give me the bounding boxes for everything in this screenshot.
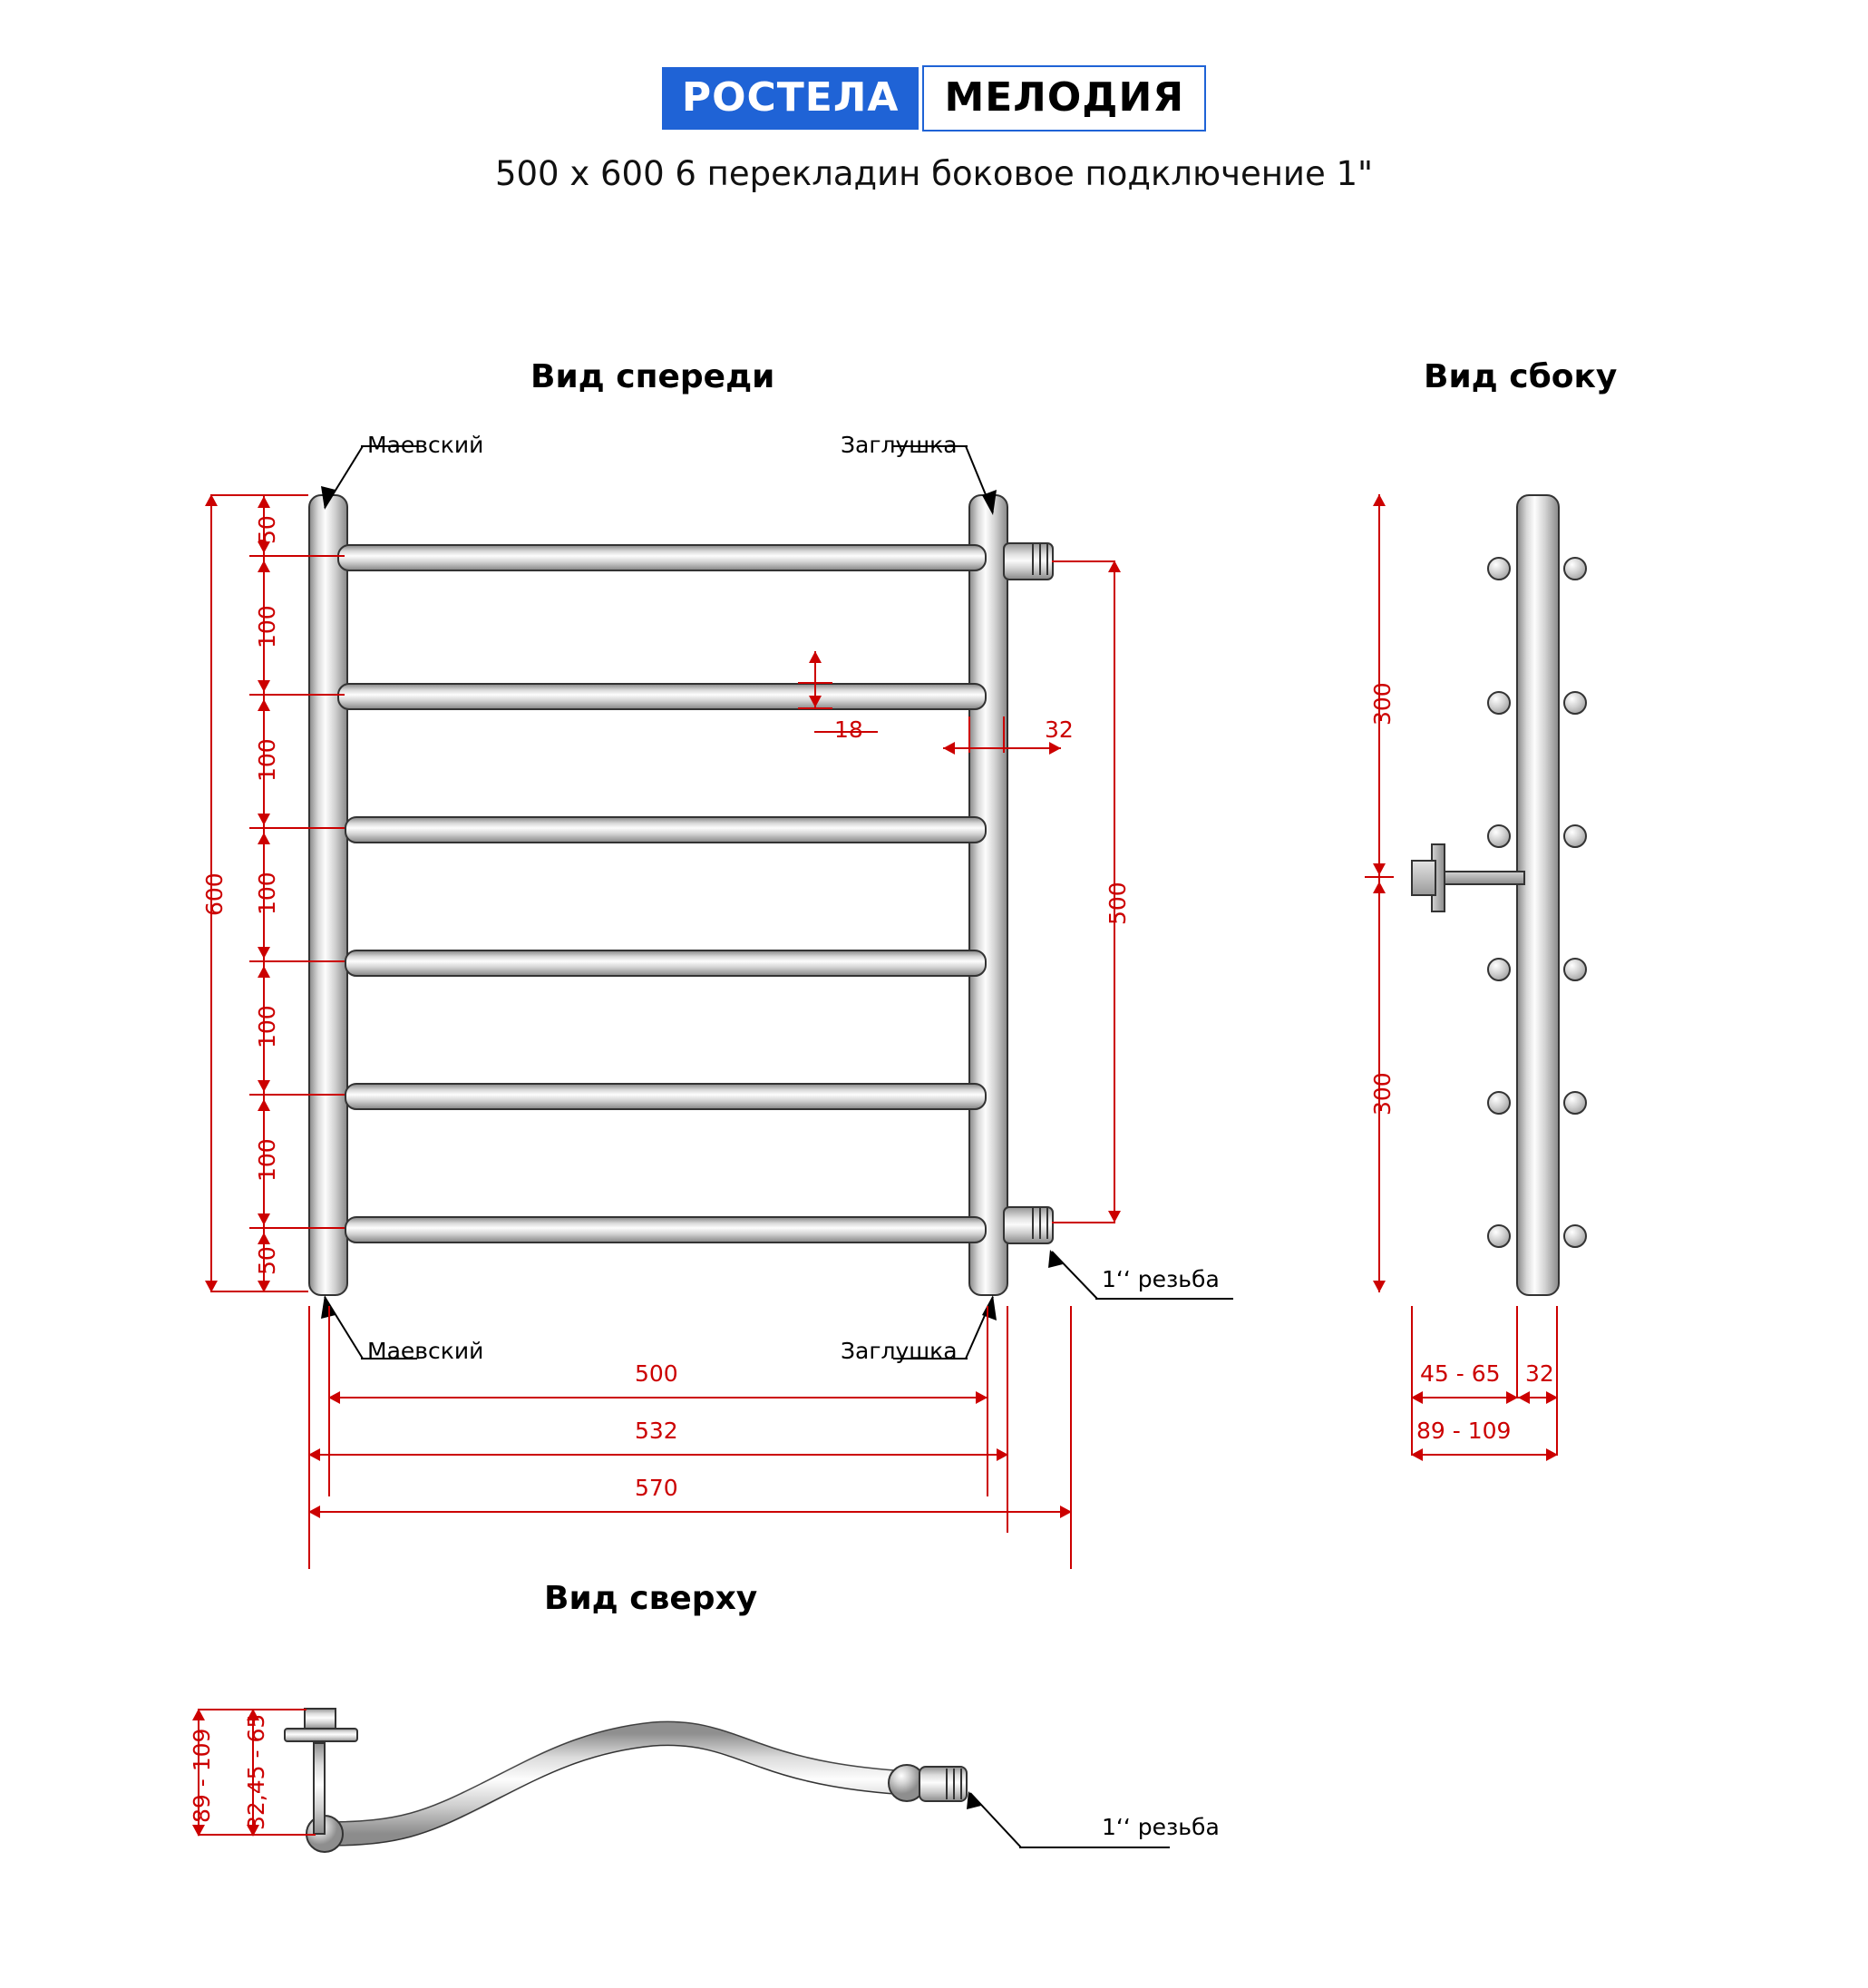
dim-side-upper-300: 300 — [1369, 682, 1396, 726]
rung-1 — [337, 544, 987, 571]
side-rung-left-1 — [1487, 557, 1511, 580]
side-bracket-arm — [1440, 871, 1525, 885]
right-riser-pipe — [968, 494, 1008, 1296]
side-riser-pipe — [1516, 494, 1560, 1296]
side-rung-left-6 — [1487, 1224, 1511, 1248]
top-thread-line-3 — [1046, 544, 1048, 575]
rung-3 — [345, 816, 987, 843]
bottom-thread-line-1 — [1032, 1208, 1034, 1239]
dim-side-45-65-line — [1411, 1397, 1518, 1398]
bottom-thread-line-2 — [1039, 1208, 1041, 1239]
label-maevsky-top: Маевский — [367, 432, 484, 458]
dim-seg-3: 100 — [254, 872, 280, 915]
dim-570-width-line — [308, 1511, 1072, 1513]
side-rung-left-5 — [1487, 1091, 1511, 1115]
rung-5 — [345, 1083, 987, 1110]
dim-seg-1: 100 — [254, 605, 280, 648]
dim-side-89-109-line — [1411, 1454, 1558, 1456]
left-riser-pipe — [308, 494, 348, 1296]
rung-2 — [337, 683, 987, 710]
dim-seg-2: 100 — [254, 738, 280, 782]
dim-width-570: 570 — [635, 1475, 678, 1501]
side-rung-right-1 — [1563, 557, 1587, 580]
side-rung-right-6 — [1563, 1224, 1587, 1248]
side-rung-left-3 — [1487, 824, 1511, 848]
dim-seg-bottom: 50 — [254, 1246, 280, 1275]
dim-seg-4: 100 — [254, 1005, 280, 1048]
dim-500-width-line — [328, 1397, 988, 1398]
dim-side-45-65: 45 - 65 — [1420, 1360, 1501, 1387]
view-title-front: Вид спереди — [530, 358, 775, 395]
dim-side-89-109: 89 - 109 — [1416, 1418, 1512, 1444]
label-cap-top: Заглушка — [841, 432, 958, 458]
label-thread-top: 1‘‘ резьба — [1102, 1814, 1220, 1840]
dim-top-89-109: 89 - 109 — [189, 1728, 215, 1823]
brand-primary: РОСТЕЛА — [662, 67, 919, 130]
brand-header — [0, 65, 1868, 132]
top-thread-line-1 — [1032, 544, 1034, 575]
dim-532-width-line — [308, 1454, 1008, 1456]
view-title-top: Вид сверху — [544, 1580, 758, 1617]
dim-total-height: 600 — [201, 872, 228, 916]
brand-secondary: МЕЛОДИЯ — [922, 65, 1206, 132]
dim-seg-top: 50 — [254, 515, 280, 544]
bottom-thread-line-3 — [1046, 1208, 1048, 1239]
side-rung-right-3 — [1563, 824, 1587, 848]
side-rung-right-5 — [1563, 1091, 1587, 1115]
dim-side-32: 32 — [1525, 1360, 1554, 1387]
top-thread-line-2 — [1039, 544, 1041, 575]
dim-side-lower-300: 300 — [1369, 1072, 1396, 1116]
dim-width-532: 532 — [635, 1418, 678, 1444]
side-rung-right-4 — [1563, 958, 1587, 981]
dim-width-500: 500 — [635, 1360, 678, 1387]
side-rung-left-4 — [1487, 958, 1511, 981]
rung-6 — [345, 1216, 987, 1243]
label-cap-bottom: Заглушка — [841, 1338, 958, 1364]
product-subtitle: 500 x 600 6 перекладин боковое подключение 1" — [494, 154, 1374, 193]
dim-top-32-45-65: 32,45 - 65 — [243, 1713, 269, 1830]
dim-side-300-line — [1378, 494, 1380, 1292]
label-maevsky-bottom: Маевский — [367, 1338, 484, 1364]
dim-offset-32: 32 — [1045, 716, 1074, 743]
side-bracket-flange — [1411, 860, 1436, 896]
side-rung-right-2 — [1563, 691, 1587, 715]
dim-rung-dia: 18 — [834, 716, 863, 743]
rung-4 — [345, 950, 987, 977]
side-rung-left-2 — [1487, 691, 1511, 715]
dim-center-500: 500 — [1104, 882, 1131, 925]
dim-seg-5: 100 — [254, 1138, 280, 1182]
dim-32-line — [943, 747, 1061, 749]
view-title-side: Вид сбоку — [1424, 358, 1618, 395]
label-thread-front: 1‘‘ резьба — [1102, 1266, 1220, 1292]
leader-maevsky-bottom — [299, 1288, 417, 1379]
